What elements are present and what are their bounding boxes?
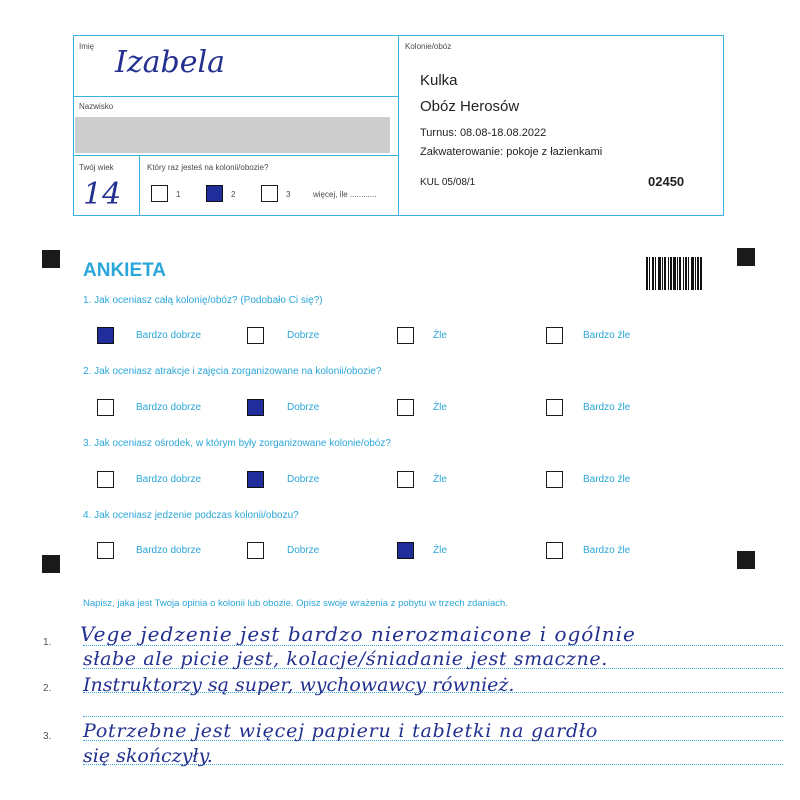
first-name-label: Imię [79, 42, 95, 51]
q3-option-zle: Źle [433, 474, 447, 485]
visit-count-checkbox-1[interactable] [151, 185, 168, 202]
q4-option-bardzo-dobrze: Bardzo dobrze [136, 545, 202, 556]
age-label: Twój wiek [79, 163, 114, 172]
camp-turnus: Turnus: 08.08-18.08.2022 [420, 127, 547, 139]
q2-option-zle: Źle [433, 402, 447, 413]
q4-checkbox-bardzo-dobrze[interactable] [97, 542, 114, 559]
line-number-2: 2. [43, 683, 52, 694]
registration-mark-top-right [737, 248, 755, 266]
survey-title: ANKIETA [83, 260, 167, 281]
q1-checkbox-dobrze[interactable] [247, 327, 264, 344]
first-name-value[interactable]: Izabela [115, 45, 225, 80]
q2-checkbox-bardzo-zle[interactable] [546, 399, 563, 416]
camp-name: Kulka [420, 72, 458, 89]
q4-checkbox-bardzo-zle[interactable] [546, 542, 563, 559]
camp-subtitle: Obóz Herosów [420, 98, 520, 115]
q2-option-bardzo-zle: Bardzo źle [583, 402, 631, 413]
q3-option-dobrze: Dobrze [287, 474, 320, 485]
q4-option-dobrze: Dobrze [287, 545, 320, 556]
q2-checkbox-dobrze[interactable] [247, 399, 264, 416]
q3-option-bardzo-dobrze: Bardzo dobrze [136, 474, 202, 485]
q1-option-zle: Źle [433, 330, 447, 341]
answer-line-dotted [83, 716, 783, 717]
q1-checkbox-zle[interactable] [397, 327, 414, 344]
q3-checkbox-bardzo-zle[interactable] [546, 471, 563, 488]
q2-option-bardzo-dobrze: Bardzo dobrze [136, 402, 202, 413]
q4-checkbox-zle[interactable] [397, 542, 414, 559]
visit-count-option-3: 3 [286, 190, 291, 199]
visit-count-label: Który raz jesteś na kolonii/obozie? [147, 163, 269, 172]
q1-option-bardzo-dobrze: Bardzo dobrze [136, 330, 202, 341]
handwritten-line-5[interactable]: się skończyły. [83, 745, 213, 767]
registration-mark-top-left [42, 250, 60, 268]
line-number-3: 3. [43, 731, 52, 742]
q1-option-dobrze: Dobrze [287, 330, 320, 341]
line-number-1: 1. [43, 637, 52, 648]
question-4-text: 4. Jak oceniasz jedzenie podczas kolonii/obozu? [83, 510, 299, 521]
q3-checkbox-zle[interactable] [397, 471, 414, 488]
visit-count-checkbox-3[interactable] [261, 185, 278, 202]
visit-count-option-2: 2 [231, 190, 236, 199]
header-form [73, 35, 724, 216]
q2-checkbox-zle[interactable] [397, 399, 414, 416]
last-name-redaction [75, 117, 390, 153]
question-1-text: 1. Jak oceniasz całą kolonię/obóz? (Podobało Ci się?) [83, 295, 323, 306]
camp-code: KUL 05/08/1 [420, 177, 476, 188]
q2-option-dobrze: Dobrze [287, 402, 320, 413]
visit-count-option-1: 1 [176, 190, 181, 199]
handwritten-line-3[interactable]: Instruktorzy są super, wychowawcy również. [83, 674, 515, 696]
visit-count-checkbox-2[interactable] [206, 185, 223, 202]
visit-count-more-label: więcej, ile ............ [313, 190, 377, 199]
q3-checkbox-bardzo-dobrze[interactable] [97, 471, 114, 488]
age-value[interactable]: 14 [83, 177, 122, 212]
q1-checkbox-bardzo-dobrze[interactable] [97, 327, 114, 344]
last-name-label: Nazwisko [79, 102, 114, 111]
q2-checkbox-bardzo-dobrze[interactable] [97, 399, 114, 416]
handwritten-line-1[interactable]: Vege jedzenie jest bardzo nierozmaicone i ogólnie [80, 622, 636, 646]
question-2-text: 2. Jak oceniasz atrakcje i zajęcia zorganizowane na kolonii/obozie? [83, 366, 382, 377]
q1-option-bardzo-zle: Bardzo źle [583, 330, 631, 341]
barcode [646, 257, 702, 290]
registration-mark-bottom-right [737, 551, 755, 569]
handwritten-line-2[interactable]: słabe ale picie jest, kolacje/śniadanie jest smaczne. [83, 648, 608, 670]
q4-option-zle: Źle [433, 545, 447, 556]
question-3-text: 3. Jak oceniasz ośrodek, w którym były zorganizowane kolonie/obóz? [83, 438, 391, 449]
form-number: 02450 [648, 174, 685, 189]
q3-checkbox-dobrze[interactable] [247, 471, 264, 488]
opinion-prompt: Napisz, jaka jest Twoja opinia o kolonii lub obozie. Opisz swoje wrażenia z pobytu w trzech zdaniach. [83, 598, 508, 609]
q4-checkbox-dobrze[interactable] [247, 542, 264, 559]
q3-option-bardzo-zle: Bardzo źle [583, 474, 631, 485]
q1-checkbox-bardzo-zle[interactable] [546, 327, 563, 344]
registration-mark-bottom-left [42, 555, 60, 573]
handwritten-line-4[interactable]: Potrzebne jest więcej papieru i tabletki na gardło [83, 720, 599, 742]
camp-label: Kolonie/obóz [405, 42, 452, 51]
camp-accommodation: Zakwaterowanie: pokoje z łazienkami [420, 146, 603, 158]
q4-option-bardzo-zle: Bardzo źle [583, 545, 631, 556]
